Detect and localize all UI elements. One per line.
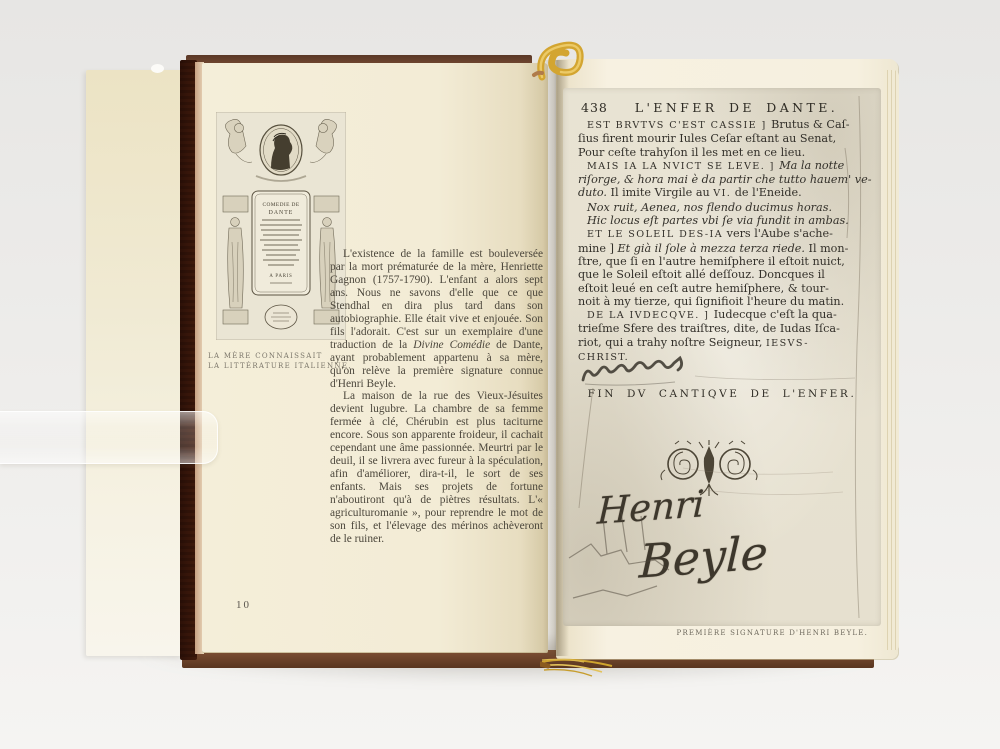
ornament-dart [704,446,714,484]
facsimile-photo [563,88,881,626]
facsimile-text-line: trieſme Sfere des traiſtres, dite, de Iudas Iſca- [578,322,840,336]
fin-du-cantique-line: FIN DV CANTIQVE DE L'ENFER. [587,388,857,400]
bookmark-tassel-icon [540,654,620,680]
acetate-jacket-band [0,411,218,464]
facsimile-text-line: eſtoit leué en ceſt autre hemiſphere, & tour- [578,281,829,295]
glassine-jacket-flap [86,70,182,656]
plate-title-line2: DANTE [268,210,294,216]
facsimile-text-line: DE LA IVDECQVE. ] Iudecque c'eſt la qua- [587,308,837,322]
ink-scrawl [575,354,865,388]
plate-imprint: A PARIS [269,274,293,279]
facsimile-header [581,100,865,115]
paragraph-1-italic-title: Divine Comédie [413,338,491,351]
facsimile-text-line: que le Soleil eſtoit allé deſſouz. Doncques il [578,268,825,282]
facsimile-text-line: duto. Il imite Virgile au VI. de l'Eneide. [578,186,802,200]
facsimile-text-line: riot, qui a trahy noſtre Seigneur, IESVS- [578,335,809,349]
engraving-caption-line1: LA MÈRE CONNAISSAIT [208,352,323,360]
dante-frontispiece-engraving [216,112,346,340]
facsimile-text-line: CHRIST. [578,352,630,364]
facsimile-title: L'ENFER DE DANTE. [634,100,839,115]
facsimile-text-line: Nox ruit, Aenea, nos flendo ducimus horas. [587,200,832,214]
facsimile-text-line: ſtre, que ſi en l'autre hemiſphere il eſtoit nuict, [578,254,845,268]
facsimile-text-line: mine ] Et già il ſole à mezza terza riede. Il mon- [578,241,849,255]
facsimile-caption: PREMIÈRE SIGNATURE D'HENRI BEYLE. [676,629,868,637]
facsimile-text-line: ſius firent mourir Iules Ceſar eſtant au Senat, [578,132,837,146]
plate-title-line1: COMEDIE DE [262,202,300,208]
engraving-caption-line2: LA LITTÉRATURE ITALIENNE. [208,362,352,370]
paragraph-2: La maison de la rue des Vieux-Jésuites devient lugubre. La chambre de sa femme fermée à clé, Chérubin est plus taciturne encore. Sous son apparente froideur, il cachait cependant une âme passionnée. Meurtri par le deuil, il se livrera avec fureur à la spéculation, afin d'améliorer, dira-t-il, le sort de ses enfants. Mais ses projets de fortune n'aboutiront qu'à de piètres résultats. L'« agriculturomanie », pour reprendre le mot de son fils, et l'élevage des mérinos achèveront de le ruiner. [330,390,543,545]
paper-speck [151,64,164,73]
left-page-text-column [330,248,543,546]
bookmark-ribbon-icon [528,33,600,85]
facsimile-text-line: EST BRVTVS C'EST CASSIE ] Brutus & Caſ- [587,118,850,131]
facsimile-text-line: Hic locus eſt partes vbi ſe via fundit in ambas. [587,214,849,228]
beyle-signature: Beyle [638,525,769,589]
left-page-number: 10 [236,599,251,611]
facsimile-text-line: riſorge, & hora mai è da partir che tutto hauem' ve- [578,173,872,187]
henri-signature: Henri [596,482,706,533]
facsimile-text-line: MAIS IA LA NVICT SE LEVE. ] Ma la notte [587,158,845,172]
facsimile-text-block [578,118,872,364]
paragraph-1-text: L'existence de la famille est bouleversée par la mort prématurée de la mère, Henriette Gagnon (1757-1790). L'enfant a alors sept ans. Nous ne savons d'elle que ce que Stendhal en dira plus tard dans son autobiographie. Elle était vive et enjouée. Son fils l'adorait. C'est sur un exemplaire d'une traduction de la [330,248,543,351]
paragraph-1 [330,248,543,390]
facsimile-page-number: 438 [581,100,608,115]
paragraph-1-text-end: de Dante, ayant probablement appartenu à sa mère, qu'on relève la première signature connue d'Henri Beyle. [330,338,543,390]
facsimile-text-line: ET LE SOLEIL DES-IA vers l'Aube s'ache- [587,227,833,241]
facsimile-text-line: Pour ceſte trahyſon il les met en ce lieu. [578,145,806,159]
facsimile-text-line: noit à my tierze, qui ſignifioit l'heure du matin. [578,294,845,308]
right-page-stack-edge [884,70,899,650]
